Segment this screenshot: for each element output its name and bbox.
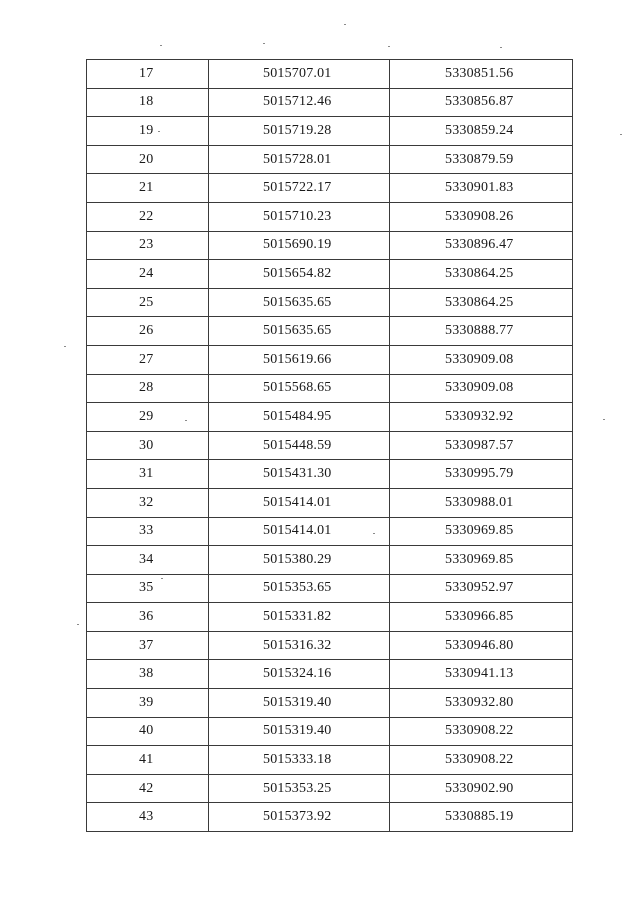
x-coordinate-cell: 5015484.95 bbox=[209, 403, 390, 432]
y-coordinate-cell: 5330932.80 bbox=[390, 689, 573, 718]
x-coordinate-cell: 5015319.40 bbox=[209, 689, 390, 718]
table-row bbox=[87, 517, 573, 546]
table-row bbox=[87, 403, 573, 432]
x-coordinate-cell: 5015431.30 bbox=[209, 460, 390, 489]
x-coordinate-cell: 5015690.19 bbox=[209, 231, 390, 260]
point-number-cell: 22 bbox=[87, 202, 209, 231]
point-number-cell: 21 bbox=[87, 174, 209, 203]
table-row bbox=[87, 174, 573, 203]
scan-speck bbox=[160, 45, 162, 46]
table-row bbox=[87, 546, 573, 575]
y-coordinate-cell: 5330908.22 bbox=[390, 717, 573, 746]
x-coordinate-cell: 5015380.29 bbox=[209, 546, 390, 575]
table-row bbox=[87, 88, 573, 117]
table-row bbox=[87, 145, 573, 174]
y-coordinate-cell: 5330888.77 bbox=[390, 317, 573, 346]
table-row bbox=[87, 689, 573, 718]
x-coordinate-cell: 5015619.66 bbox=[209, 345, 390, 374]
x-coordinate-cell: 5015331.82 bbox=[209, 603, 390, 632]
scan-speck bbox=[64, 346, 66, 347]
x-coordinate-cell: 5015710.23 bbox=[209, 202, 390, 231]
y-coordinate-cell: 5330859.24 bbox=[390, 117, 573, 146]
y-coordinate-cell: 5330896.47 bbox=[390, 231, 573, 260]
y-coordinate-cell: 5330946.80 bbox=[390, 631, 573, 660]
point-number-cell: 36 bbox=[87, 603, 209, 632]
table-row bbox=[87, 717, 573, 746]
point-number-cell: 26 bbox=[87, 317, 209, 346]
x-coordinate-cell: 5015635.65 bbox=[209, 288, 390, 317]
point-number-cell: 27 bbox=[87, 345, 209, 374]
scan-speck bbox=[77, 624, 79, 625]
point-number-cell: 25 bbox=[87, 288, 209, 317]
y-coordinate-cell: 5330966.85 bbox=[390, 603, 573, 632]
table-row bbox=[87, 660, 573, 689]
point-number-cell: 32 bbox=[87, 488, 209, 517]
point-number-cell: 34 bbox=[87, 546, 209, 575]
x-coordinate-cell: 5015568.65 bbox=[209, 374, 390, 403]
scan-speck bbox=[620, 134, 622, 135]
point-number-cell: 40 bbox=[87, 717, 209, 746]
x-coordinate-cell: 5015448.59 bbox=[209, 431, 390, 460]
table-row bbox=[87, 288, 573, 317]
x-coordinate-cell: 5015635.65 bbox=[209, 317, 390, 346]
y-coordinate-cell: 5330995.79 bbox=[390, 460, 573, 489]
point-number-cell: 41 bbox=[87, 746, 209, 775]
table-row bbox=[87, 603, 573, 632]
scan-speck bbox=[373, 533, 375, 534]
table-row bbox=[87, 488, 573, 517]
y-coordinate-cell: 5330902.90 bbox=[390, 774, 573, 803]
x-coordinate-cell: 5015316.32 bbox=[209, 631, 390, 660]
x-coordinate-cell: 5015712.46 bbox=[209, 88, 390, 117]
y-coordinate-cell: 5330856.87 bbox=[390, 88, 573, 117]
y-coordinate-cell: 5330932.92 bbox=[390, 403, 573, 432]
y-coordinate-cell: 5330909.08 bbox=[390, 345, 573, 374]
scan-speck bbox=[500, 47, 502, 48]
point-number-cell: 29 bbox=[87, 403, 209, 432]
x-coordinate-cell: 5015333.18 bbox=[209, 746, 390, 775]
point-number-cell: 23 bbox=[87, 231, 209, 260]
point-number-cell: 43 bbox=[87, 803, 209, 832]
point-number-cell: 31 bbox=[87, 460, 209, 489]
point-number-cell: 33 bbox=[87, 517, 209, 546]
scan-speck bbox=[344, 24, 346, 25]
y-coordinate-cell: 5330879.59 bbox=[390, 145, 573, 174]
y-coordinate-cell: 5330969.85 bbox=[390, 517, 573, 546]
table-row bbox=[87, 746, 573, 775]
scan-speck bbox=[161, 578, 163, 579]
y-coordinate-cell: 5330851.56 bbox=[390, 60, 573, 89]
x-coordinate-cell: 5015719.28 bbox=[209, 117, 390, 146]
y-coordinate-cell: 5330952.97 bbox=[390, 574, 573, 603]
table-row bbox=[87, 431, 573, 460]
table-row bbox=[87, 574, 573, 603]
point-number-cell: 38 bbox=[87, 660, 209, 689]
point-number-cell: 39 bbox=[87, 689, 209, 718]
point-number-cell: 24 bbox=[87, 260, 209, 289]
table-row bbox=[87, 631, 573, 660]
scan-speck bbox=[185, 420, 187, 421]
y-coordinate-cell: 5330987.57 bbox=[390, 431, 573, 460]
table-row bbox=[87, 374, 573, 403]
x-coordinate-cell: 5015414.01 bbox=[209, 517, 390, 546]
y-coordinate-cell: 5330864.25 bbox=[390, 260, 573, 289]
x-coordinate-cell: 5015373.92 bbox=[209, 803, 390, 832]
y-coordinate-cell: 5330909.08 bbox=[390, 374, 573, 403]
point-number-cell: 28 bbox=[87, 374, 209, 403]
table-row bbox=[87, 231, 573, 260]
point-number-cell: 37 bbox=[87, 631, 209, 660]
point-number-cell: 35 bbox=[87, 574, 209, 603]
scan-speck bbox=[603, 419, 605, 420]
y-coordinate-cell: 5330901.83 bbox=[390, 174, 573, 203]
scan-speck bbox=[263, 43, 265, 44]
scan-speck bbox=[158, 131, 160, 132]
point-number-cell: 20 bbox=[87, 145, 209, 174]
table-row bbox=[87, 260, 573, 289]
x-coordinate-cell: 5015722.17 bbox=[209, 174, 390, 203]
y-coordinate-cell: 5330941.13 bbox=[390, 660, 573, 689]
coordinate-table bbox=[86, 59, 573, 832]
y-coordinate-cell: 5330988.01 bbox=[390, 488, 573, 517]
y-coordinate-cell: 5330908.22 bbox=[390, 746, 573, 775]
table-row bbox=[87, 317, 573, 346]
y-coordinate-cell: 5330885.19 bbox=[390, 803, 573, 832]
y-coordinate-cell: 5330969.85 bbox=[390, 546, 573, 575]
table-row bbox=[87, 803, 573, 832]
x-coordinate-cell: 5015324.16 bbox=[209, 660, 390, 689]
table-row bbox=[87, 345, 573, 374]
x-coordinate-cell: 5015654.82 bbox=[209, 260, 390, 289]
x-coordinate-cell: 5015353.25 bbox=[209, 774, 390, 803]
point-number-cell: 42 bbox=[87, 774, 209, 803]
table-row bbox=[87, 202, 573, 231]
x-coordinate-cell: 5015707.01 bbox=[209, 60, 390, 89]
x-coordinate-cell: 5015319.40 bbox=[209, 717, 390, 746]
table-row bbox=[87, 60, 573, 89]
x-coordinate-cell: 5015414.01 bbox=[209, 488, 390, 517]
scan-speck bbox=[388, 46, 390, 47]
point-number-cell: 19 bbox=[87, 117, 209, 146]
y-coordinate-cell: 5330864.25 bbox=[390, 288, 573, 317]
x-coordinate-cell: 5015728.01 bbox=[209, 145, 390, 174]
table-row bbox=[87, 460, 573, 489]
x-coordinate-cell: 5015353.65 bbox=[209, 574, 390, 603]
coordinate-table-body bbox=[87, 60, 573, 832]
table-row bbox=[87, 774, 573, 803]
point-number-cell: 30 bbox=[87, 431, 209, 460]
y-coordinate-cell: 5330908.26 bbox=[390, 202, 573, 231]
point-number-cell: 17 bbox=[87, 60, 209, 89]
point-number-cell: 18 bbox=[87, 88, 209, 117]
